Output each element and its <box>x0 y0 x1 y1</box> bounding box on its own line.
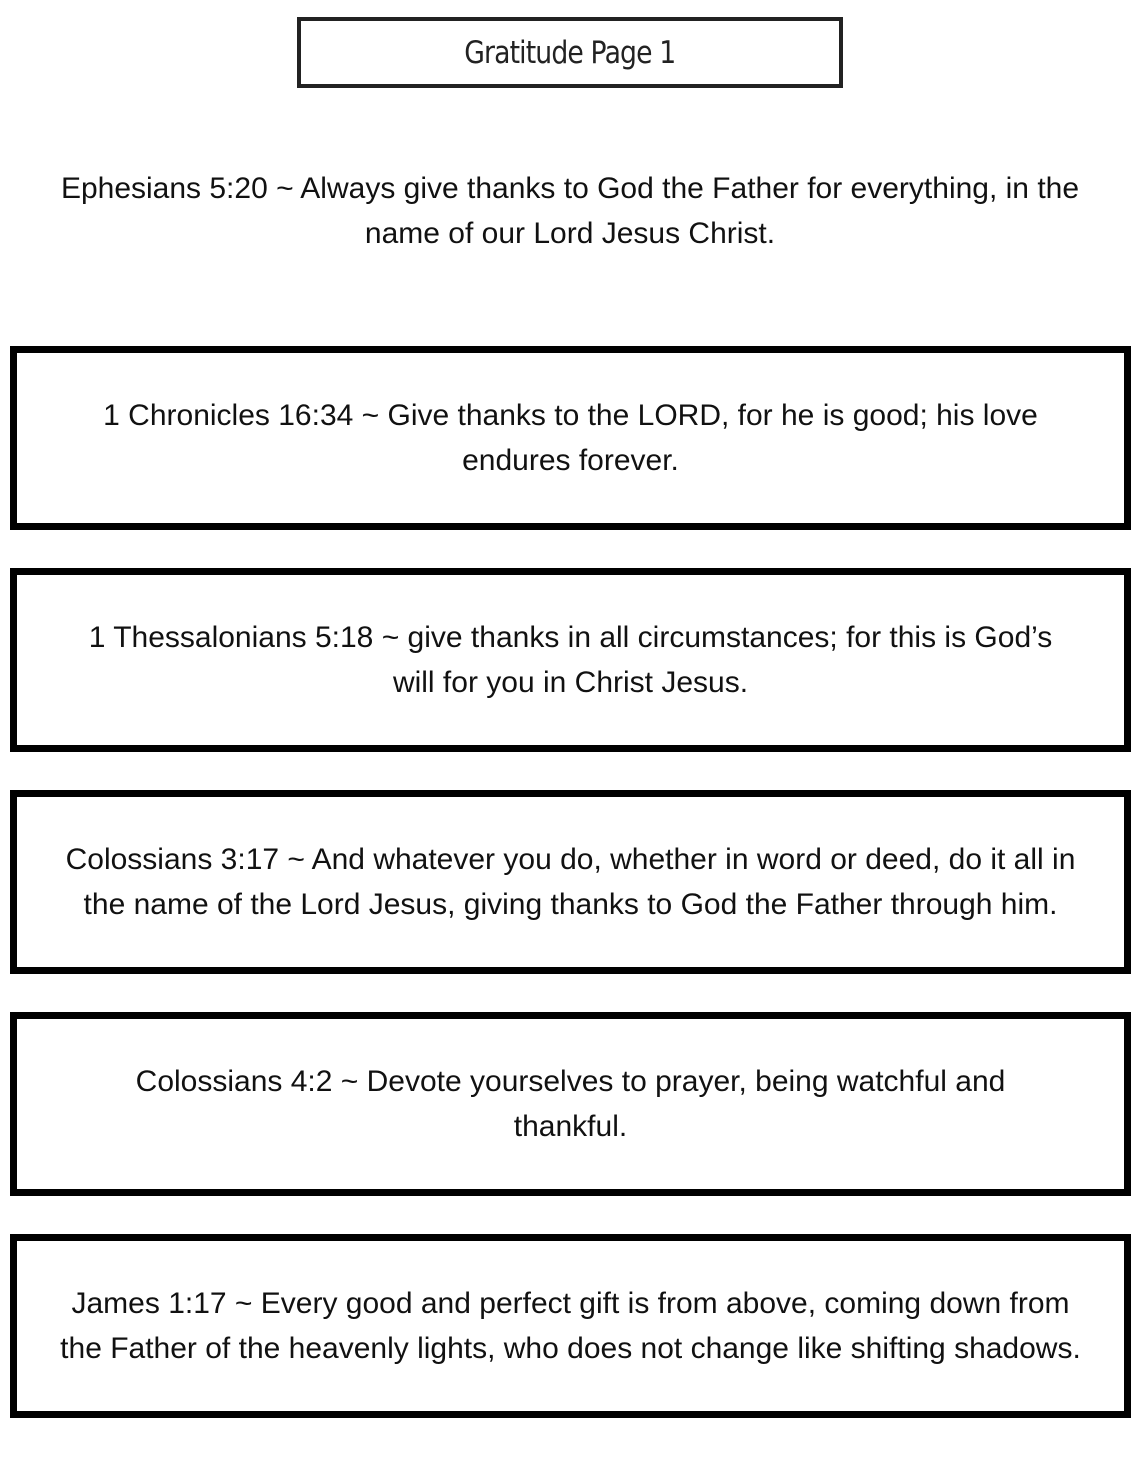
verse-box-3 <box>10 790 1131 974</box>
verse-box-5 <box>10 1234 1131 1418</box>
verse-text: Colossians 3:17 ~ And whatever you do, whether in word or deed, do it all in the name of the Lord Jesus, giving thanks to God the Father through him. <box>65 843 1076 921</box>
verse-text: Colossians 4:2 ~ Devote yourselves to prayer, being watchful and thankful. <box>135 1065 1006 1143</box>
page-title-box <box>297 17 843 88</box>
verse-box-4 <box>10 1012 1131 1196</box>
verse-box-1 <box>10 346 1131 530</box>
verse-text: James 1:17 ~ Every good and perfect gift is from above, coming down from the Father of the heavenly lights, who does not change like shifting shadows. <box>60 1287 1081 1365</box>
verse-text: 1 Thessalonians 5:18 ~ give thanks in all circumstances; for this is God’s will for you in Christ Jesus. <box>88 621 1053 699</box>
page-title: Gratitude Page 1 <box>464 34 676 71</box>
verse-box-2 <box>10 568 1131 752</box>
intro-verse: Ephesians 5:20 ~ Always give thanks to God the Father for everything, in the name of our Lord Jesus Christ. <box>60 172 1080 250</box>
verse-text: 1 Chronicles 16:34 ~ Give thanks to the LORD, for he is good; his love endures forever. <box>103 399 1038 477</box>
